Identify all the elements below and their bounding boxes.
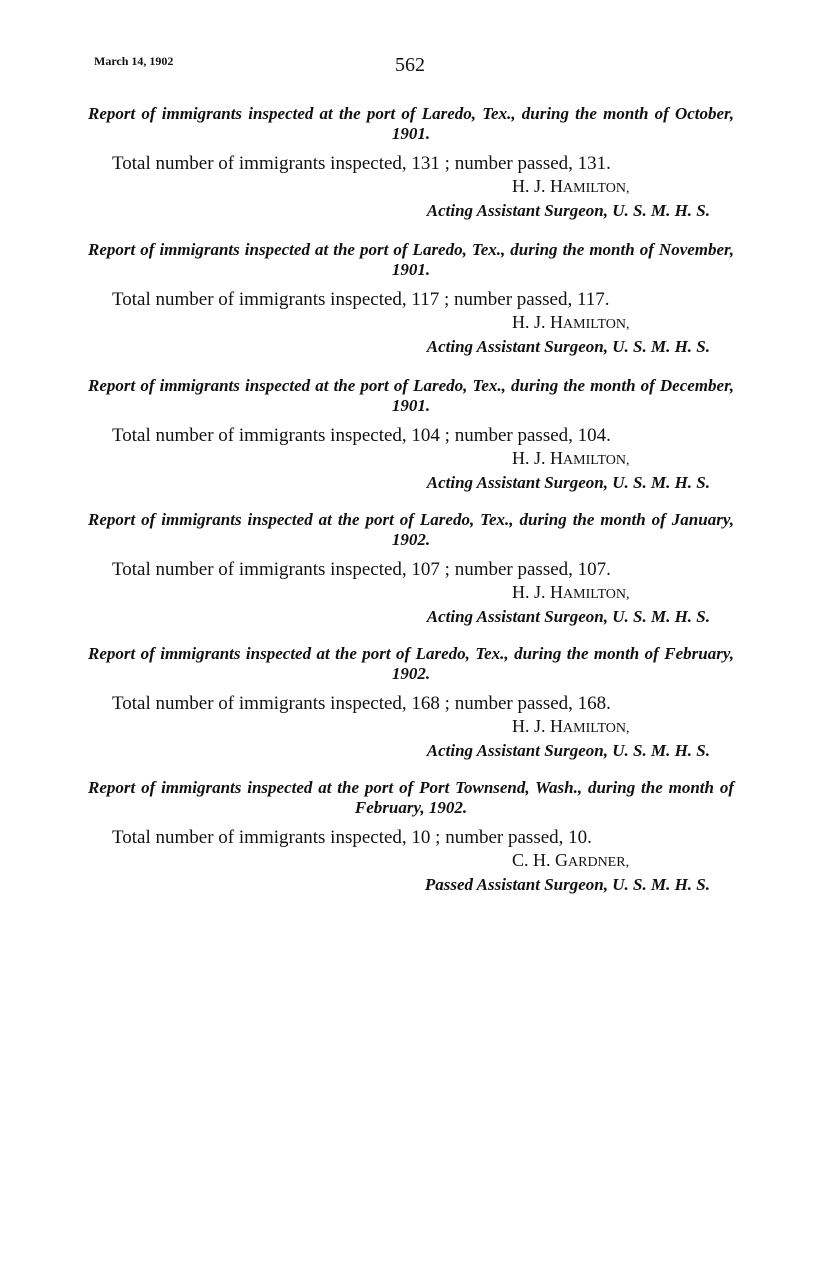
signer-role: Acting Assistant Surgeon, U. S. M. H. S. [426,337,710,356]
report-signer [512,311,734,336]
page-date: March 14, 1902 [94,54,174,68]
report-section [88,644,734,762]
signer-surname: AMILTON, [563,587,630,602]
signer-initials: H. J. H [512,716,564,736]
report-signer [512,175,734,200]
signer-initials: C. H. G [512,850,569,870]
signer-surname: AMILTON, [563,453,630,468]
report-signer [512,447,734,472]
report-title: Report of immigrants inspected at the port of Laredo, Tex., during the month of November, 1901. [88,240,734,279]
report-title: Report of immigrants inspected at the port of Port Townsend, Wash., during the month of February, 1902. [88,778,734,817]
report-signer [512,581,734,606]
signer-surname: AMILTON, [563,181,630,196]
report-section [88,104,734,222]
signer-initials: H. J. H [512,582,564,602]
report-total: Total number of immigrants inspected, 107 ; number passed, 107. [112,559,611,580]
signer-initials: H. J. H [512,176,564,196]
report-title: Report of immigrants inspected at the port of Laredo, Tex., during the month of February, 1902. [88,644,734,683]
signer-surname: AMILTON, [563,317,630,332]
report-signer [512,849,734,874]
report-section [88,778,734,896]
report-title: Report of immigrants inspected at the port of Laredo, Tex., during the month of January, 1902. [88,510,734,549]
signer-surname: AMILTON, [563,721,630,736]
signer-role: Acting Assistant Surgeon, U. S. M. H. S. [426,201,710,220]
report-section [88,376,734,494]
report-total: Total number of immigrants inspected, 131 ; number passed, 131. [112,153,611,174]
signer-initials: H. J. H [512,312,564,332]
report-total: Total number of immigrants inspected, 104 ; number passed, 104. [112,425,611,446]
signer-surname: ARDNER, [568,855,630,870]
signer-role: Acting Assistant Surgeon, U. S. M. H. S. [426,607,710,626]
report-title: Report of immigrants inspected at the port of Laredo, Tex., during the month of December, 1901. [88,376,734,415]
report-section [88,510,734,628]
report-signer [512,715,734,740]
report-total: Total number of immigrants inspected, 117 ; number passed, 117. [112,289,610,310]
report-total: Total number of immigrants inspected, 168 ; number passed, 168. [112,693,611,714]
page-number: 562 [395,54,425,76]
signer-role: Acting Assistant Surgeon, U. S. M. H. S. [426,473,710,492]
report-total: Total number of immigrants inspected, 10 ; number passed, 10. [112,827,592,848]
report-title: Report of immigrants inspected at the port of Laredo, Tex., during the month of October, 1901. [88,104,734,143]
report-section [88,240,734,358]
signer-role: Acting Assistant Surgeon, U. S. M. H. S. [426,741,710,760]
signer-role: Passed Assistant Surgeon, U. S. M. H. S. [424,875,710,894]
signer-initials: H. J. H [512,448,564,468]
